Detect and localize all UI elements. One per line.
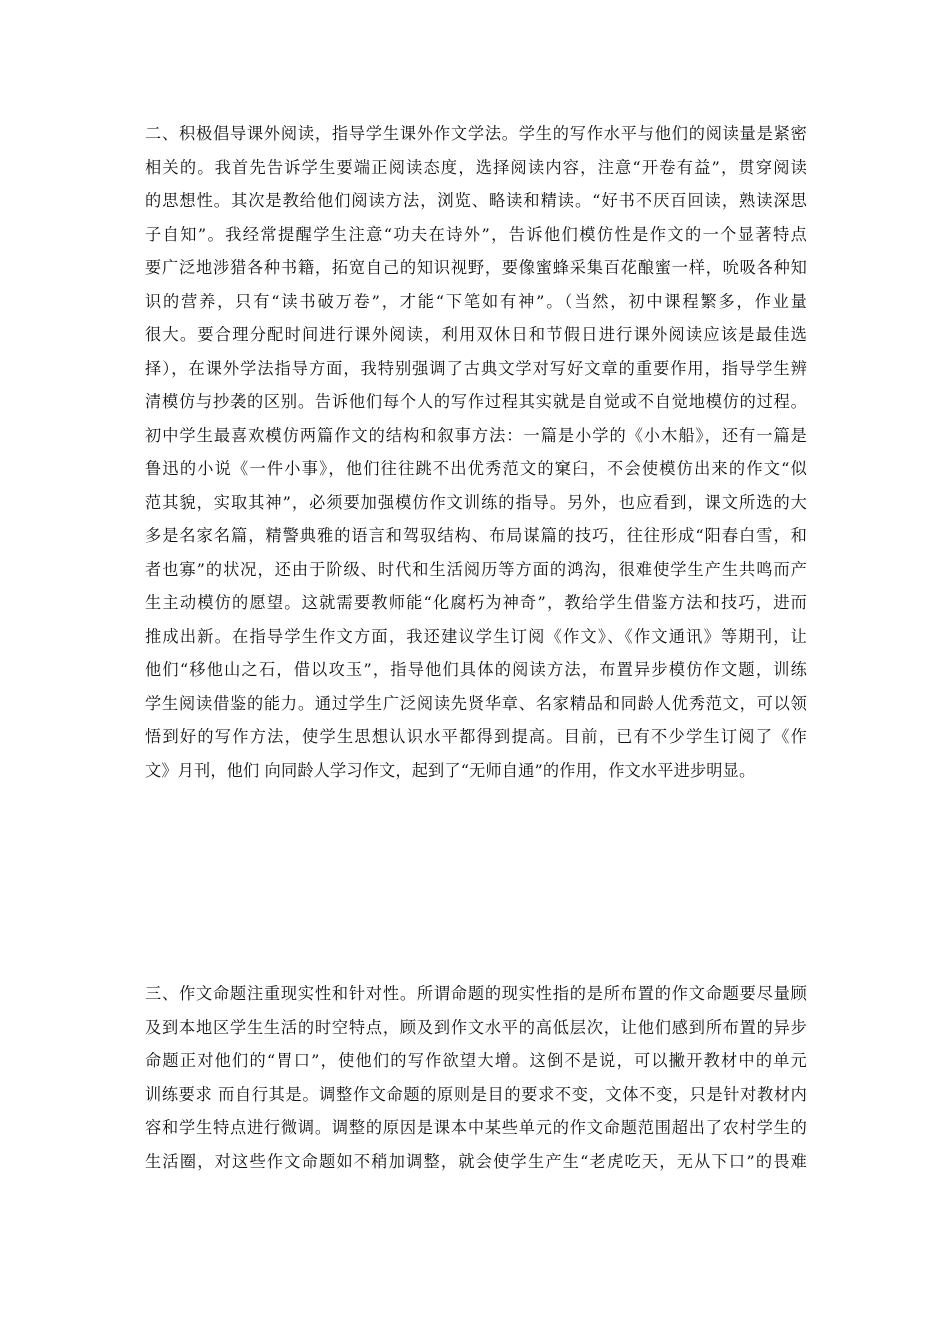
paragraph-line: 范其貌，实取其神”，必须要加强模仿作文训练的指导。另外，也应看到，课文所选的大 <box>145 492 807 512</box>
paragraph-line: 相关的。我首先告诉学生要端正阅读态度，选择阅读内容，注意“开卷有益”，贯穿阅读 <box>145 157 807 177</box>
paragraph-line: 命题正对他们的“胃口”，使他们的写作欲望大增。这倒不是说，可以撇开教材中的单元 <box>145 1051 807 1070</box>
paragraph-line: 他们“移他山之石，借以攻玉”，指导他们具体的阅读方法，布置异步模仿作文题，训练 <box>145 660 807 679</box>
paragraph-line: 悟到好的写作方法，使学生思想认识水平都得到提高。目前，已有不少学生订阅了《作 <box>145 727 807 746</box>
paragraph-line: 生主动模仿的愿望。这就需要教师能“化腐朽为神奇”，教给学生借鉴方法和技巧，进而 <box>145 593 807 612</box>
paragraph-line: 文》月刊，他们 向同龄人学习作文，起到了“无师自通”的作用，作文水平进步明显。 <box>145 760 756 780</box>
paragraph-line: 训练要求 而自行其是。调整作文命题的原则是目的要求不变，文体不变，只是针对教材内 <box>145 1084 807 1104</box>
paragraph-line: 初中学生最喜欢模仿两篇作文的结构和叙事方法：一篇是小学的《小木船》，还有一篇是 <box>145 425 807 445</box>
paragraph-line: 三、作文命题注重现实性和针对性。所谓命题的现实性指的是所布置的作文命题要尽量顾 <box>145 984 807 1003</box>
paragraph-line: 生活圈，对这些作文命题如不稍加调整，就会使学生产生“老虎吃天，无从下口”的畏难 <box>145 1151 807 1171</box>
paragraph-line: 者也寡”的状况，还由于阶级、时代和生活阅历等方面的鸿沟，很难使学生产生共鸣而产 <box>145 559 807 579</box>
paragraph-composition-topics <box>145 977 807 1178</box>
paragraph-line: 多是名家名篇，精警典雅的语言和驾驭结构、布局谋篇的技巧，往往形成“阳春白雪，和 <box>145 526 807 545</box>
paragraph-line: 识的营养，只有“读书破万卷”，才能“下笔如有神”。（当然，初中课程繁多，作业量 <box>145 291 807 311</box>
paragraph-line: 容和学生特点进行微调。调整的原因是课本中某些单元的作文命题范围超出了农村学生的 <box>145 1118 807 1137</box>
paragraph-line: 很大。要合理分配时间进行课外阅读，利用双休日和节假日进行课外阅读应该是最佳选 <box>145 325 807 344</box>
paragraph-line: 二、积极倡导课外阅读，指导学生课外作文学法。学生的写作水平与他们的阅读量是紧密 <box>145 124 807 143</box>
paragraph-line: 推成出新。在指导学生作文方面，我还建议学生订阅《作文》、《作文通讯》等期刊，让 <box>145 626 807 646</box>
paragraph-line: 学生阅读借鉴的能力。通过学生广泛阅读先贤华章、名家精品和同龄人优秀范文，可以领 <box>145 693 807 713</box>
paragraph-reading-guidance <box>145 117 807 787</box>
paragraph-line: 鲁迅的小说《一件小事》，他们往往跳不出优秀范文的窠臼，不会使模仿出来的作文“似 <box>145 459 807 478</box>
paragraph-line: 及到本地区学生生活的时空特点，顾及到作文水平的高低层次，让他们感到所布置的异步 <box>145 1017 807 1037</box>
paragraph-line: 清模仿与抄袭的区别。告诉他们每个人的写作过程其实就是自觉或不自觉地模仿的过程。 <box>145 392 807 411</box>
paragraph-line: 子自知”。我经常提醒学生注意“功夫在诗外”，告诉他们模仿性是作文的一个显著特点 <box>145 224 807 244</box>
paragraph-line: 择），在课外学法指导方面，我特别强调了古典文学对写好文章的重要作用，指导学生辨 <box>145 358 807 378</box>
paragraph-line: 要广泛地涉猎各种书籍，拓宽自己的知识视野，要像蜜蜂采集百花酿蜜一样，吮吸各种知 <box>145 258 807 277</box>
paragraph-line: 的思想性。其次是教给他们阅读方法，浏览、略读和精读。“好书不厌百回读，熟读深思 <box>145 191 807 210</box>
